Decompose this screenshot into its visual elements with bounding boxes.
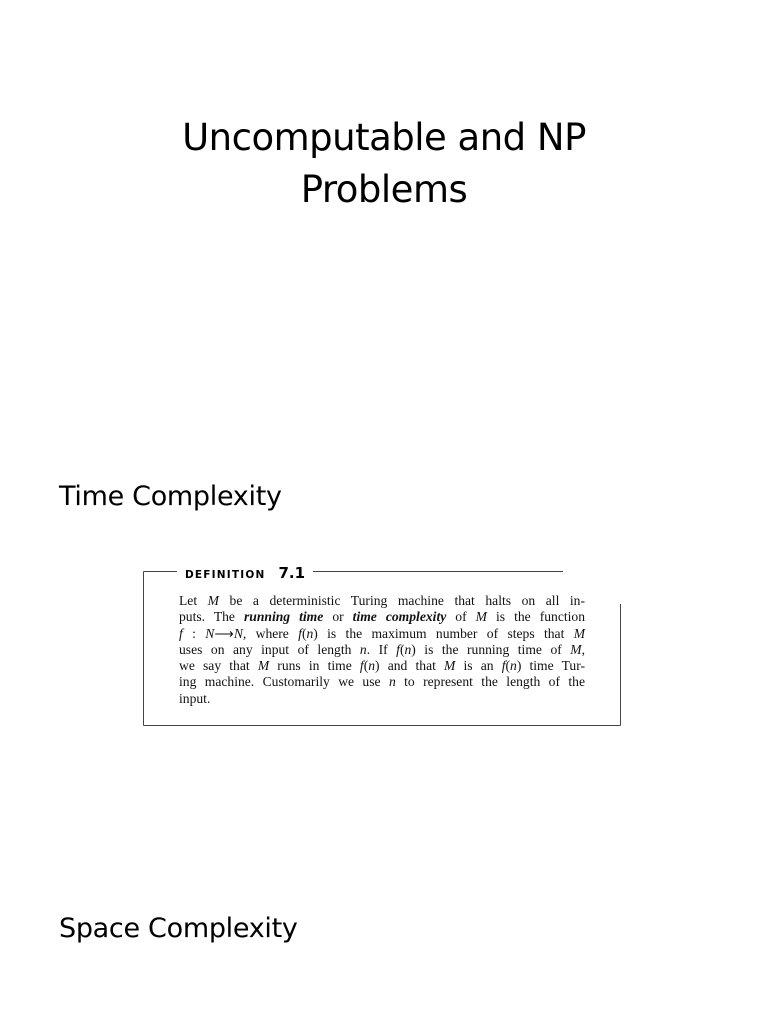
- definition-text: [179, 593, 585, 707]
- definition-run: M: [570, 641, 582, 657]
- definition-run: is the function: [486, 609, 585, 625]
- definition-run: to represent the length of the: [395, 674, 585, 690]
- definition-run: (: [363, 658, 369, 674]
- definition-run: be a deterministic Turing machine that halts on all in-: [219, 593, 585, 608]
- definition-run: ) and that: [375, 658, 445, 674]
- definition-header: [181, 564, 309, 582]
- slide-title-line-2: Problems: [300, 168, 468, 211]
- definition-run: uses on any input of length: [179, 641, 360, 657]
- definition-run: n: [306, 625, 314, 641]
- slide-title-line-1: Uncomputable and NP: [182, 116, 586, 159]
- definition-run: f: [501, 658, 506, 674]
- definition-line: [179, 593, 585, 609]
- definition-run: f: [298, 625, 302, 641]
- definition-run: (: [399, 641, 405, 657]
- definition-run: n: [368, 658, 376, 674]
- definition-run: ⟶: [214, 625, 234, 641]
- definition-run: N: [205, 625, 215, 641]
- definition-run: M: [573, 625, 586, 641]
- definition-line: [179, 626, 585, 642]
- definition-run: , where: [242, 625, 299, 641]
- definition-run: ing machine. Customarily we use: [179, 674, 389, 690]
- definition-line: [179, 691, 585, 707]
- definition-run: ) is the running time of: [411, 641, 571, 657]
- definition-run: of: [446, 609, 476, 625]
- definition-box: [143, 560, 621, 726]
- definition-run: (: [505, 658, 511, 674]
- defined-term: running time: [244, 609, 324, 625]
- definition-run: ) is the maximum number of steps that: [313, 625, 574, 641]
- definition-run: Let: [179, 593, 208, 608]
- definition-run: M: [444, 658, 456, 674]
- definition-run: n: [510, 658, 517, 674]
- definition-run: or: [323, 609, 353, 625]
- definition-line: [179, 642, 585, 658]
- definition-run: ) time Tur-: [516, 658, 585, 674]
- definition-line: [179, 609, 585, 625]
- definition-run: we say that: [179, 658, 258, 674]
- definition-run: input.: [179, 690, 211, 706]
- defined-term: time complexity: [352, 609, 447, 625]
- space-complexity-heading: Space Complexity: [59, 913, 298, 944]
- definition-run: f: [179, 625, 183, 641]
- definition-run: n: [388, 674, 396, 690]
- definition-run: puts. The: [179, 609, 244, 625]
- definition-run: M: [207, 593, 219, 608]
- time-complexity-heading: Time Complexity: [59, 481, 282, 512]
- definition-line: [179, 674, 585, 690]
- definition-run: n: [359, 641, 367, 657]
- definition-run: ,: [581, 641, 586, 657]
- definition-line: [179, 658, 585, 674]
- definition-run: . If: [366, 641, 397, 657]
- definition-run: n: [404, 641, 412, 657]
- definition-run: is an: [455, 658, 502, 674]
- slide-title: [0, 112, 768, 216]
- definition-run: (: [301, 625, 307, 641]
- definition-number: 7.1: [278, 564, 306, 582]
- definition-run: runs in time: [269, 658, 360, 674]
- definition-run: N: [233, 625, 243, 641]
- definition-run: f: [359, 658, 364, 674]
- definition-label: DEFINITION: [185, 569, 266, 581]
- definition-run: M: [257, 658, 270, 674]
- definition-run: M: [475, 609, 487, 625]
- definition-run: f: [396, 641, 400, 657]
- definition-run: :: [182, 625, 206, 641]
